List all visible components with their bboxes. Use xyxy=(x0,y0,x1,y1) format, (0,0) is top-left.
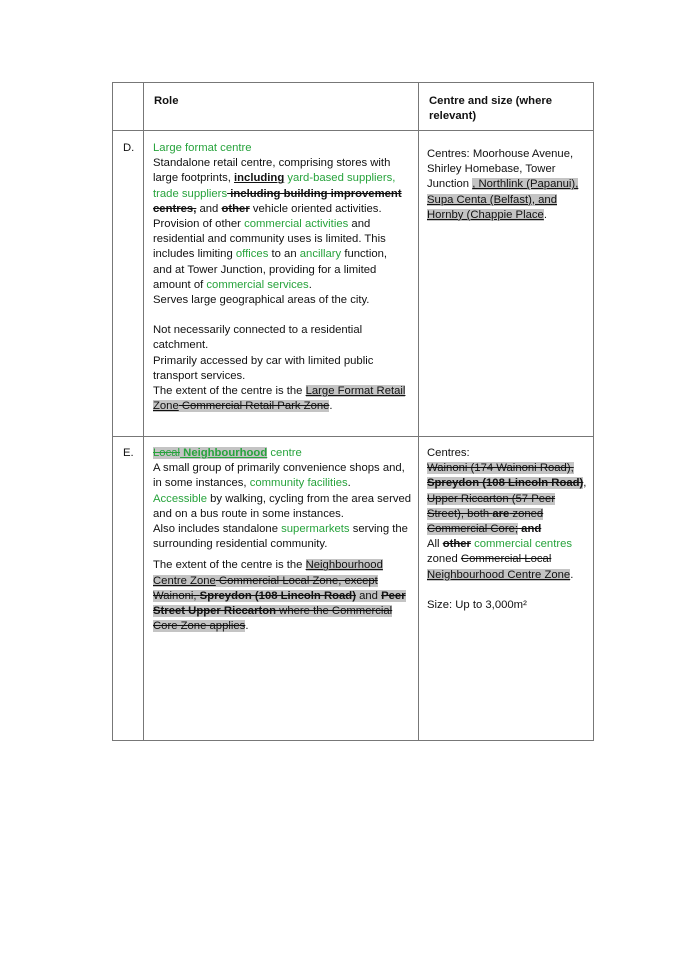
table-row-divider xyxy=(112,436,594,437)
row-e-paragraph-1: A small group of primarily convenience shops and, in some instances, community facilities. xyxy=(153,462,405,490)
table-header-divider xyxy=(112,130,594,131)
header-centre-size: Centre and size (where relevant) xyxy=(429,95,553,123)
row-e-size: Size: Up to 3,000m² xyxy=(427,598,527,611)
row-d-paragraph-4: Not necessarily connected to a residential catchment. xyxy=(153,324,363,352)
row-e-paragraph-4: The extent of the centre is the Neighbourhood Centre Zone Commercial Local Zone, except Wainoni, Spreydon (108 Lincoln Road) and Peer Street Upper Riccarton where the Commercial Core Zone applies. xyxy=(153,559,406,633)
row-d-paragraph-3: Serves large geographical areas of the city. xyxy=(153,294,370,307)
table-border-right xyxy=(593,82,594,741)
row-d-role xyxy=(153,141,409,414)
row-e-role xyxy=(153,446,415,634)
zones-table xyxy=(112,82,594,740)
row-d-label: D. xyxy=(123,142,135,154)
row-e-paragraph-3: Also includes standalone supermarkets serving the surrounding residential community. xyxy=(153,523,408,551)
row-d-paragraph-2: Provision of other commercial activities and residential and community uses is limited. This includes limiting offices to an ancillary function, and at Tower Junction, providing for a limited amount of commercial services. xyxy=(153,218,388,291)
row-d-paragraph-6: The extent of the centre is the Large Format Retail Zone Commercial Retail Park Zone. xyxy=(153,385,406,413)
header-role: Role xyxy=(154,95,179,107)
row-e-paragraph-2: Accessible by walking, cycling from the area served and on a bus route in some instances. xyxy=(153,492,412,520)
table-border-left xyxy=(112,82,113,741)
row-d-paragraph-5: Primarily accessed by car with limited public transport services. xyxy=(153,354,374,382)
row-d-centres: Centres: Moorhouse Avenue, Shirley Homebase, Tower Junction , Northlink (Papanui), Supa Centa (Belfast), and Hornby (Chappie Place. xyxy=(427,148,579,221)
table-col-divider-2 xyxy=(418,82,419,741)
row-e-title: Local Neighbourhood centre xyxy=(153,447,302,459)
row-d-title: Large format centre xyxy=(153,142,252,154)
row-e-label: E. xyxy=(123,447,134,459)
table-border-bottom xyxy=(112,740,594,741)
row-d-paragraph-1: Standalone retail centre, comprising stores with large footprints, including yard-based suppliers, trade suppliers including building improvement centres, and other vehicle oriented activities. xyxy=(153,157,402,215)
row-e-centres: Centres: Wainoni (174 Wainoni Road), Spreydon (108 Lincoln Road), Upper Riccarton (57 Peer Street), both are zoned Commercial Core; and All other commercial centres zoned Commercial Local Neighbourhood Centre Zone. Size: Up to 3,000m² xyxy=(427,446,587,613)
table-border-top xyxy=(112,82,594,83)
table-col-divider-1 xyxy=(143,82,144,741)
